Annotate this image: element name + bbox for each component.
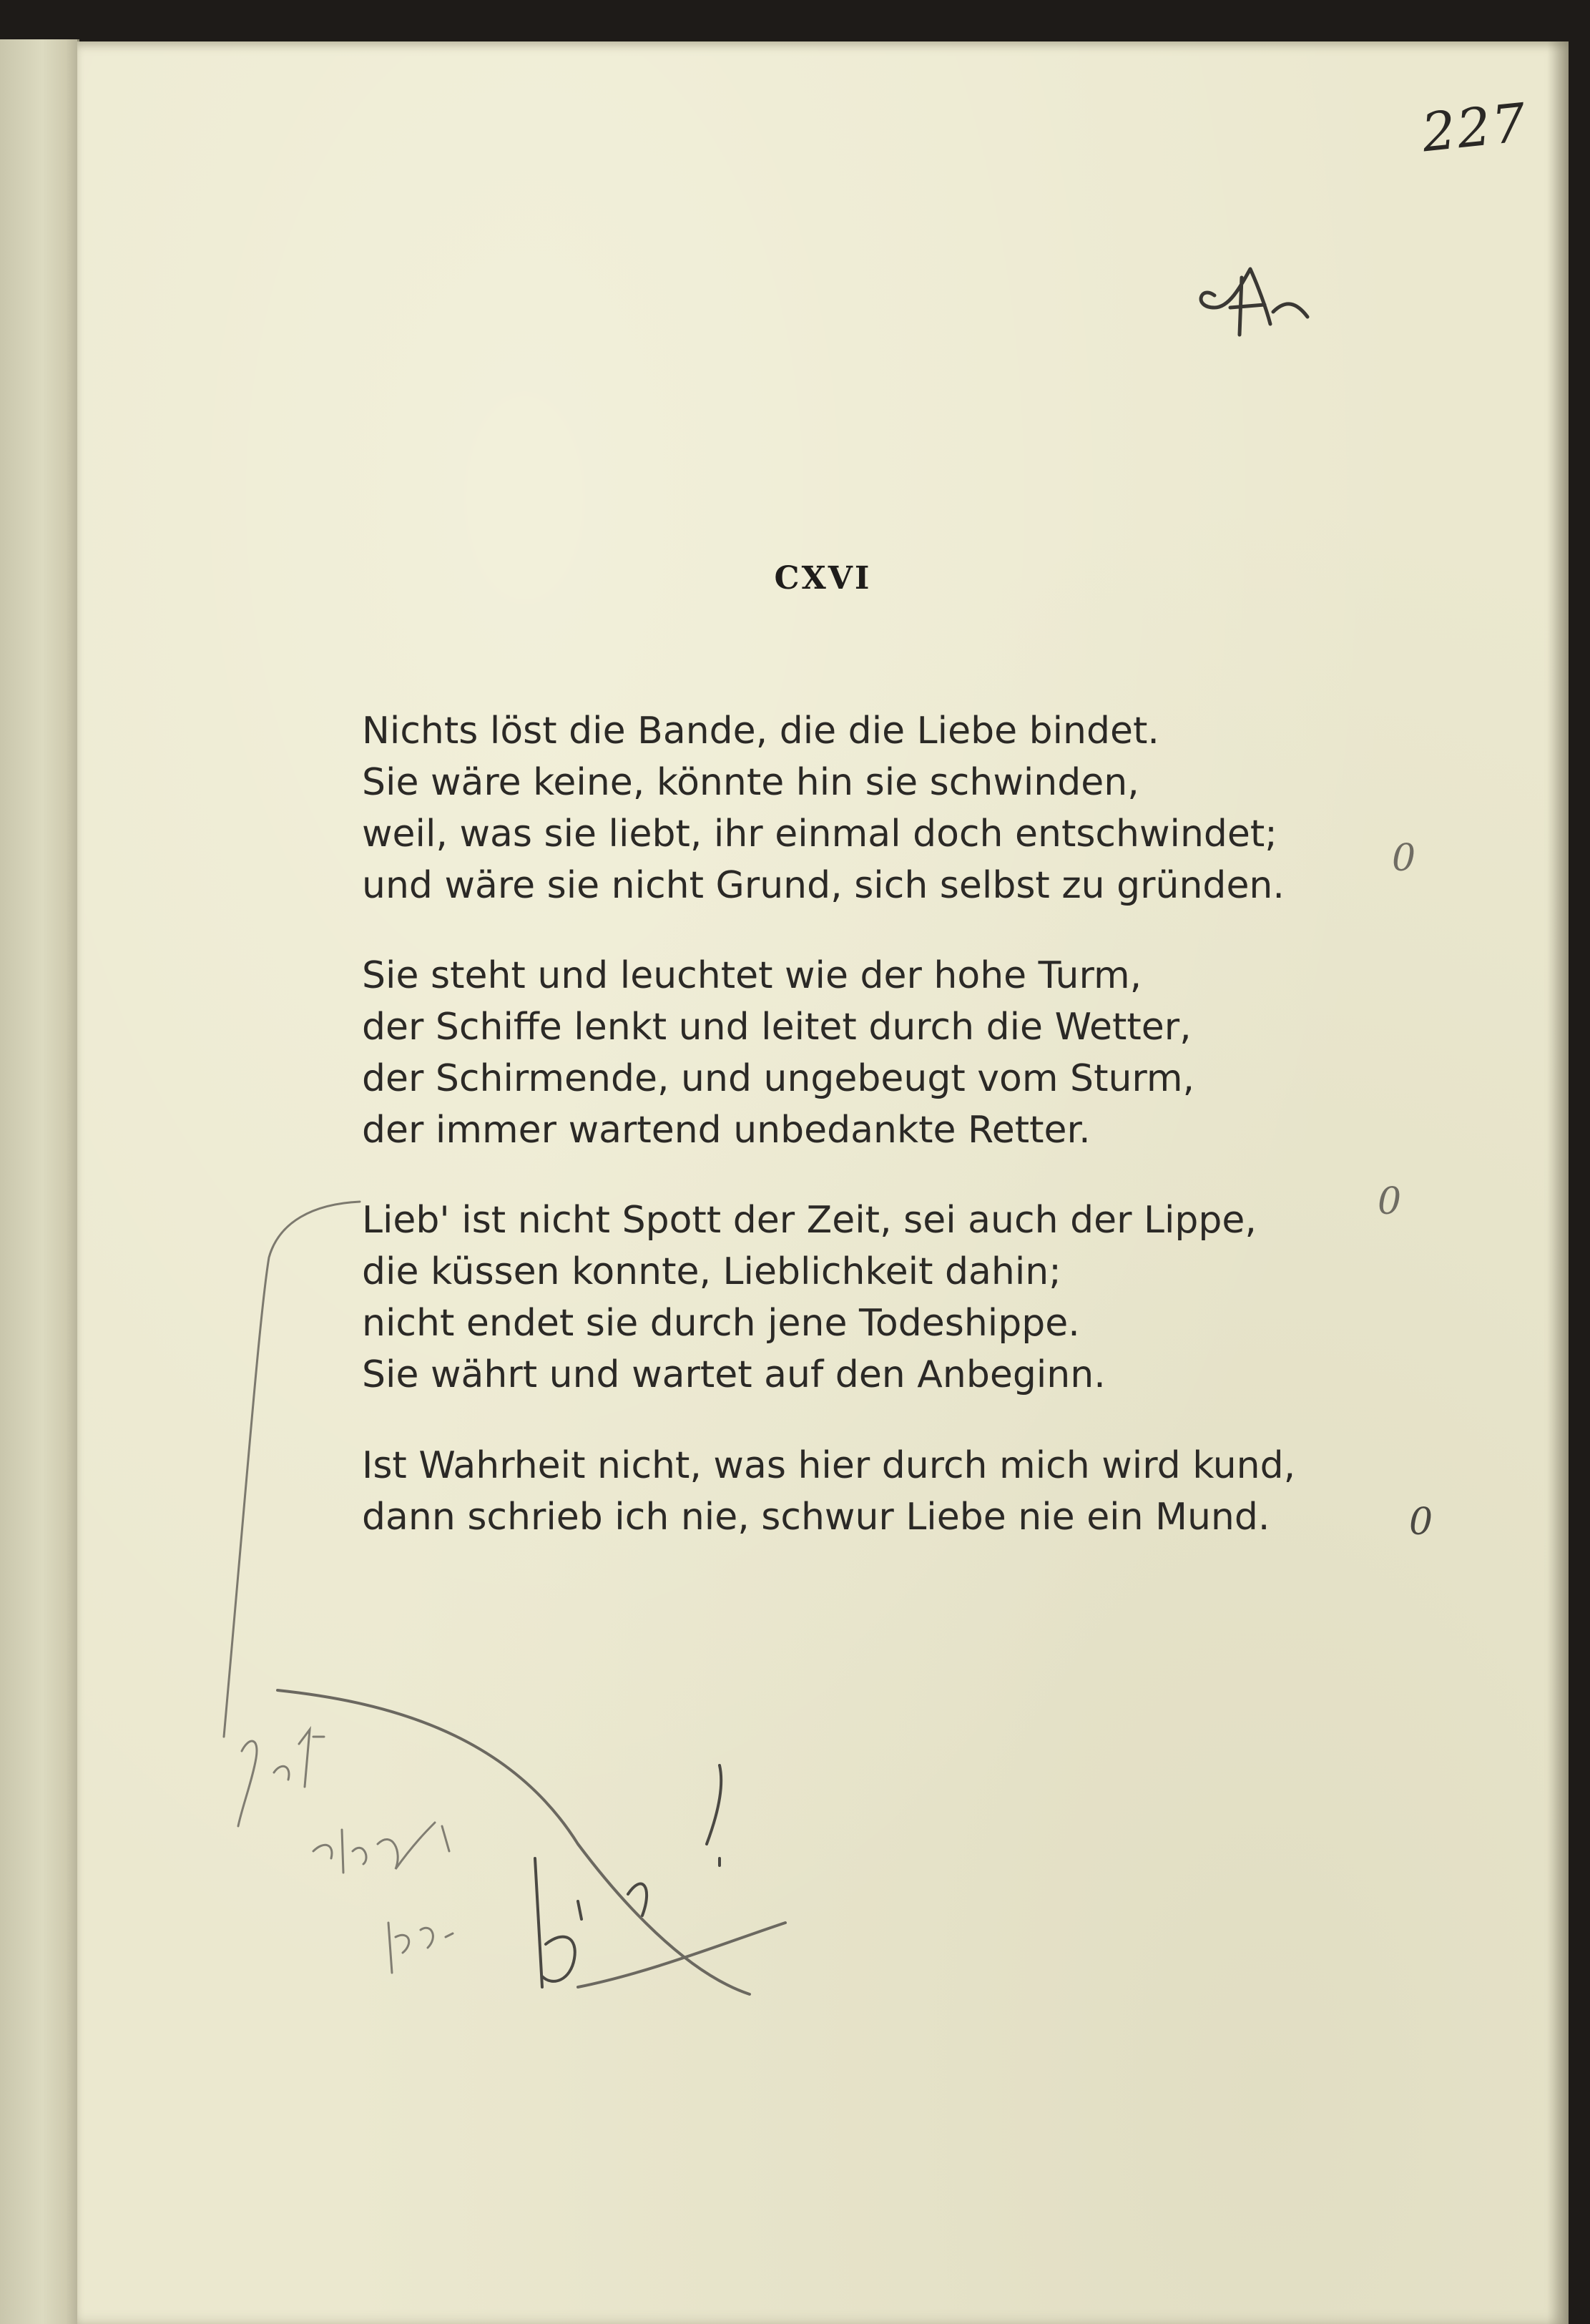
poem-line: der Schirmende, und ungebeugt vom Sturm, [362,1057,1195,1100]
poem-line: und wäre sie nicht Grund, sich selbst zu gründen. [362,864,1285,907]
poem-line: der Schiffe lenkt und leitet durch die Wetter, [362,1006,1192,1049]
book-page [77,41,1569,2324]
pencil-strike-line-1 [278,1690,750,1994]
stanza-3 [362,1195,1257,1401]
poem-line: der immer wartend unbedankte Retter. [362,1109,1091,1152]
stanza-4 [362,1440,1295,1543]
handwritten-initial-mark [1201,269,1307,335]
handwritten-annotations [77,41,1569,2324]
poem-line: Sie steht und leuchtet wie der hohe Turm, [362,954,1142,997]
poem-line: dann schrieb ich nie, schwur Liebe nie ein Mund. [362,1496,1270,1539]
pencil-scribble-2 [313,1823,449,1873]
poem-line: weil, was sie liebt, ihr einmal doch entschwindet; [362,813,1277,855]
page-number: 227 [1418,92,1531,165]
stanza-1 [362,705,1285,911]
poem-line: Sie währt und wartet auf den Anbeginn. [362,1353,1106,1396]
poem-heading: CXVI [774,560,872,597]
poem-line: die küssen konnte, Lieblichkeit dahin; [362,1250,1061,1293]
page-edge-shadow [1547,41,1569,2324]
poem-line: Nichts löst die Bande, die die Liebe bindet. [362,710,1159,752]
left-page-edge [0,39,79,2324]
poem-line: nicht endet sie durch jene Todeshippe. [362,1302,1080,1345]
pencil-scribble-3 [388,1923,453,1973]
margin-mark: 0 [1409,1501,1433,1544]
poem-line: Lieb' ist nicht Spott der Zeit, sei auch der Lippe, [362,1199,1257,1242]
poem-line: Sie wäre keine, könnte hin sie schwinden, [362,761,1139,804]
pencil-strike-line-2 [578,1923,785,1987]
pencil-scribble-1 [238,1730,324,1826]
poem-line: Ist Wahrheit nicht, was hier durch mich wird kund, [362,1444,1296,1487]
stanza-2 [362,950,1194,1156]
pencil-scribble-4 [535,1765,721,1987]
margin-mark: 0 [1378,1180,1402,1223]
pencil-margin-bracket [224,1202,360,1737]
margin-mark: 0 [1392,837,1416,880]
